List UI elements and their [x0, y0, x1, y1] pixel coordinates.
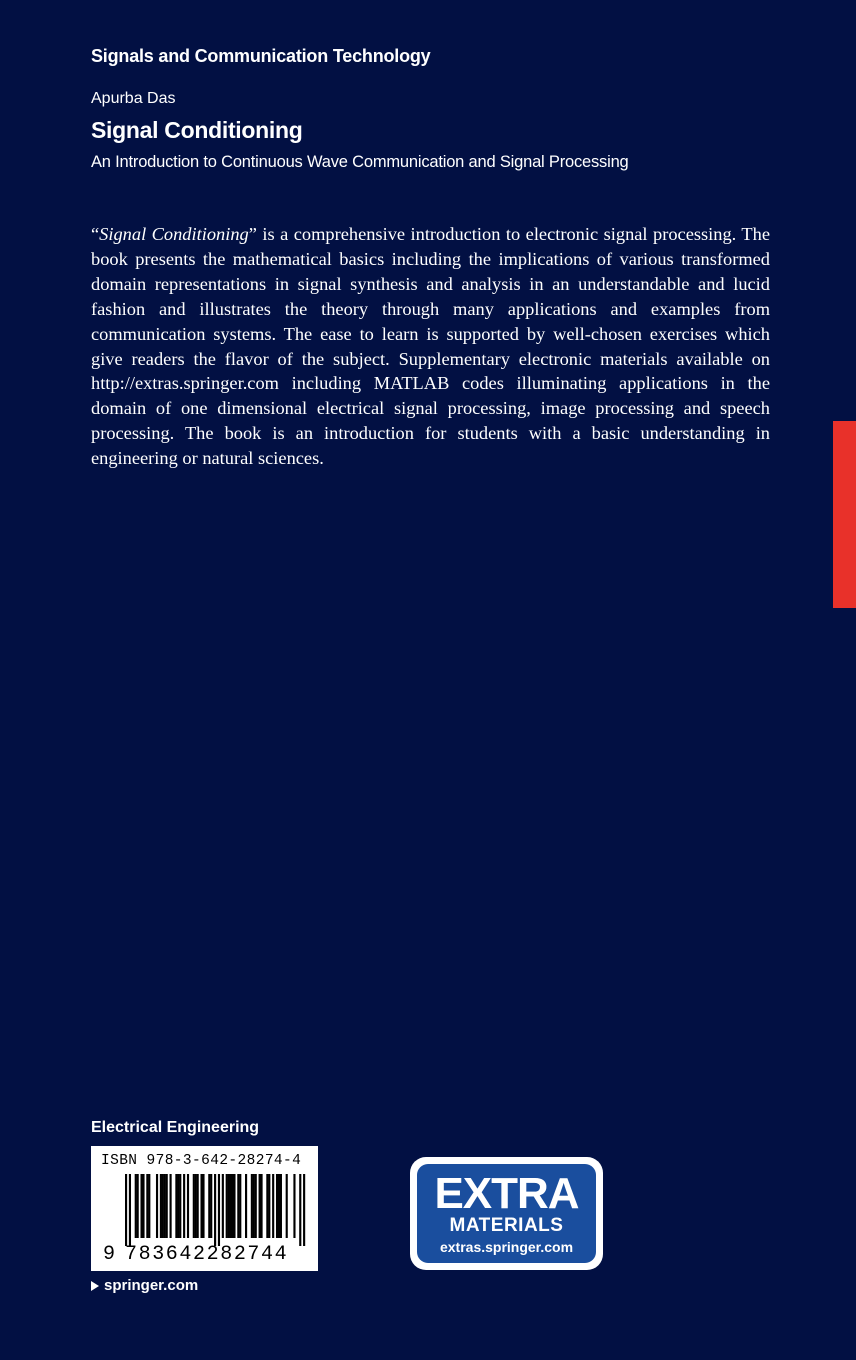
barcode-bar — [286, 1174, 288, 1238]
barcode-bar — [233, 1174, 235, 1238]
barcode-bar — [175, 1174, 177, 1238]
barcode-bar — [200, 1174, 202, 1238]
barcode-bar — [164, 1174, 166, 1238]
barcode-bar — [218, 1174, 220, 1246]
barcode-bar — [226, 1174, 228, 1238]
author-name: Apurba Das — [91, 90, 176, 107]
series-title: Signals and Communication Technology — [91, 46, 431, 66]
barcode-first-digit: 9 — [103, 1243, 116, 1266]
description-text: is a comprehensive introduction to electronic signal processing. The book presents the mathematical basics including the implications of various transformed domain representations in signal synthesis and analysis in an understandable and lucid fashion and illustrates the theory through many applications and examples from communication systems. The ease to learn is supported by well-chosen exercises which give readers the flavor of the subject. Supplementary electronic materials available on http://extras.springer.com including MATLAB codes illuminating applications in the domain of one dimensional electrical signal processing, image processing and speech processing. The book is an introduction for students with a basic understanding in engineering or natural sciences. — [91, 224, 770, 469]
barcode-bar — [259, 1174, 261, 1238]
barcode-bar — [268, 1174, 270, 1238]
isbn-text: ISBN 978-3-642-28274-4 — [101, 1153, 302, 1169]
barcode-bar — [148, 1174, 150, 1238]
arrow-right-icon — [91, 1281, 99, 1291]
barcode-bar — [140, 1174, 142, 1238]
barcode-bar — [183, 1174, 185, 1238]
barcode-bar — [260, 1174, 262, 1238]
barcode-bar — [202, 1174, 204, 1238]
barcode-bar — [222, 1174, 224, 1238]
barcode-bar — [253, 1174, 255, 1238]
barcode-bar — [125, 1174, 127, 1246]
barcode-digits: 783642282744 — [125, 1243, 289, 1266]
badge-materials: MATERIALS — [449, 1215, 564, 1236]
barcode-bar — [135, 1174, 137, 1238]
barcode-bar — [210, 1174, 212, 1238]
website-label: springer.com — [104, 1277, 199, 1294]
barcode-bar — [156, 1174, 158, 1238]
book-description — [91, 222, 770, 471]
barcode-bar — [231, 1174, 233, 1238]
barcode-bar — [170, 1174, 172, 1238]
barcode-bar — [179, 1174, 181, 1238]
barcode-bar — [197, 1174, 199, 1238]
barcode-bar — [293, 1174, 295, 1238]
barcode-bar — [272, 1174, 274, 1238]
barcode-bar — [278, 1174, 280, 1238]
barcode-bar — [187, 1174, 189, 1238]
barcode-bar — [166, 1174, 168, 1238]
barcode-bar — [228, 1174, 230, 1238]
barcode-bar — [208, 1174, 210, 1238]
barcode-bar — [237, 1174, 239, 1238]
barcode-bar — [239, 1174, 241, 1238]
barcode-bar — [129, 1174, 131, 1246]
description-title: Signal Conditioning — [99, 224, 249, 244]
barcode-bar — [214, 1174, 216, 1246]
barcode-bar — [193, 1174, 195, 1238]
barcode-bar — [276, 1174, 278, 1238]
barcode-bar — [162, 1174, 164, 1238]
barcode-bar — [303, 1174, 305, 1246]
barcode-bar — [280, 1174, 282, 1238]
extra-materials-badge — [410, 1157, 603, 1270]
subject-category: Electrical Engineering — [91, 1119, 260, 1136]
barcode-bar — [160, 1174, 162, 1238]
barcode-bar — [230, 1174, 232, 1238]
open-quote: “ — [91, 224, 100, 244]
book-subtitle: An Introduction to Continuous Wave Communication and Signal Processing — [91, 153, 629, 171]
badge-url: extras.springer.com — [439, 1239, 574, 1255]
barcode-bar — [142, 1174, 144, 1238]
barcode-bar — [266, 1174, 268, 1238]
badge-extra: EXTRA — [434, 1169, 579, 1218]
barcode-bar — [177, 1174, 179, 1238]
barcode-bar — [251, 1174, 253, 1238]
barcode-bar — [195, 1174, 197, 1238]
book-title: Signal Conditioning — [91, 117, 303, 143]
red-edge-tab — [833, 421, 856, 608]
barcode-bar — [299, 1174, 301, 1246]
barcode-bar — [245, 1174, 247, 1238]
barcode-bar — [137, 1174, 139, 1238]
isbn-barcode — [91, 1146, 318, 1271]
barcode-bar — [146, 1174, 148, 1238]
close-quote: ” — [248, 224, 257, 244]
barcode-bar — [255, 1174, 257, 1238]
springer-website-link[interactable] — [91, 1277, 198, 1294]
